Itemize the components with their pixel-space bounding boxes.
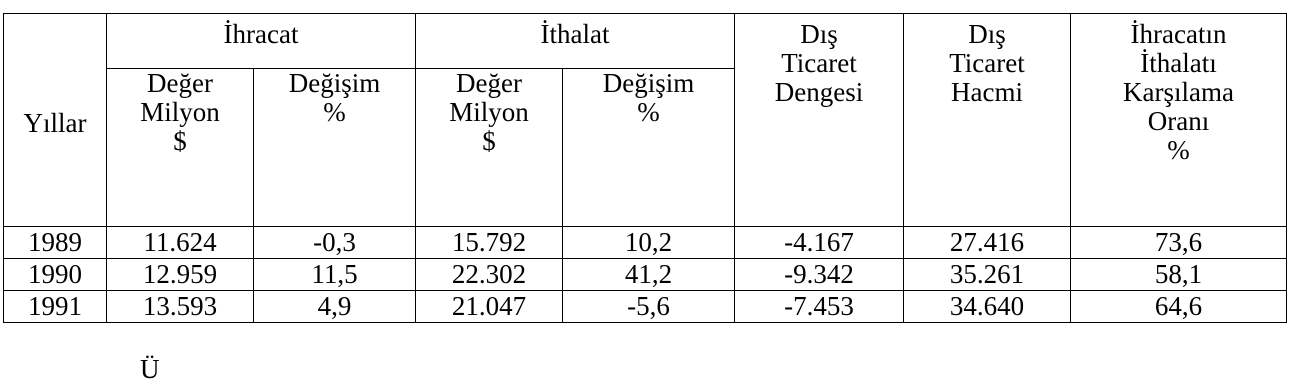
header-coverage-line: Oranı [1147,106,1210,136]
header-exports-label: İhracat [223,19,299,49]
cell-import-change: 41,2 [563,259,735,291]
header-change-line: Değişim [288,68,381,98]
header-trade-balance-line: Dengesi [774,77,864,107]
cell-export-value: 12.959 [107,259,254,291]
cell-import-value: 15.792 [416,227,563,259]
cell-trade-volume: 35.261 [904,259,1071,291]
header-import-change [563,69,735,227]
header-trade-volume-line: Ticaret [949,48,1025,78]
cell-coverage-ratio: 64,6 [1071,291,1287,323]
header-coverage-line: % [1167,135,1190,165]
cell-trade-balance: -4.167 [735,227,904,259]
cell-import-value: 22.302 [416,259,563,291]
cell-trade-volume: 27.416 [904,227,1071,259]
footer-text-fragment: Ü [140,354,160,384]
header-import-value [416,69,563,227]
header-coverage-line: Karşılama [1123,77,1234,107]
cell-import-value: 21.047 [416,291,563,323]
header-value-line: Değer [147,68,213,98]
header-value-line: Milyon [449,97,529,127]
header-imports [416,14,735,69]
header-export-value [107,69,254,227]
header-value-line: Milyon [140,97,220,127]
cell-export-change: -0,3 [254,227,416,259]
table-row [4,291,1287,323]
header-trade-balance-line: Ticaret [781,48,857,78]
header-imports-label: İthalat [540,19,610,49]
cell-export-value: 13.593 [107,291,254,323]
header-trade-balance [735,14,904,227]
cell-year: 1989 [4,227,107,259]
cell-trade-balance: -7.453 [735,291,904,323]
header-trade-volume [904,14,1071,227]
cell-coverage-ratio: 58,1 [1071,259,1287,291]
cell-year: 1991 [4,291,107,323]
header-coverage-line: İthalatı [1140,48,1217,78]
header-coverage-line: İhracatın [1130,19,1227,49]
header-value-line: $ [173,126,187,156]
cell-trade-volume: 34.640 [904,291,1071,323]
foreign-trade-table [3,13,1287,323]
header-export-change [254,69,416,227]
header-value-line: $ [482,126,496,156]
header-coverage-ratio [1071,14,1287,227]
header-trade-volume-line: Hacmi [951,77,1023,107]
cell-import-change: -5,6 [563,291,735,323]
cell-import-change: 10,2 [563,227,735,259]
header-years-label: Yıllar [23,107,87,138]
header-change-line: % [637,97,660,127]
header-change-line: % [323,97,346,127]
table-row [4,227,1287,259]
header-trade-balance-line: Dış [800,19,838,49]
cell-export-value: 11.624 [107,227,254,259]
header-exports [107,14,416,69]
cell-year: 1990 [4,259,107,291]
cell-coverage-ratio: 73,6 [1071,227,1287,259]
table-row [4,259,1287,291]
cell-export-change: 4,9 [254,291,416,323]
header-value-line: Değer [456,68,522,98]
cell-export-change: 11,5 [254,259,416,291]
header-years [4,14,107,227]
header-trade-volume-line: Dış [968,19,1006,49]
header-row-top [4,14,1287,69]
cell-trade-balance: -9.342 [735,259,904,291]
header-change-line: Değişim [602,68,695,98]
